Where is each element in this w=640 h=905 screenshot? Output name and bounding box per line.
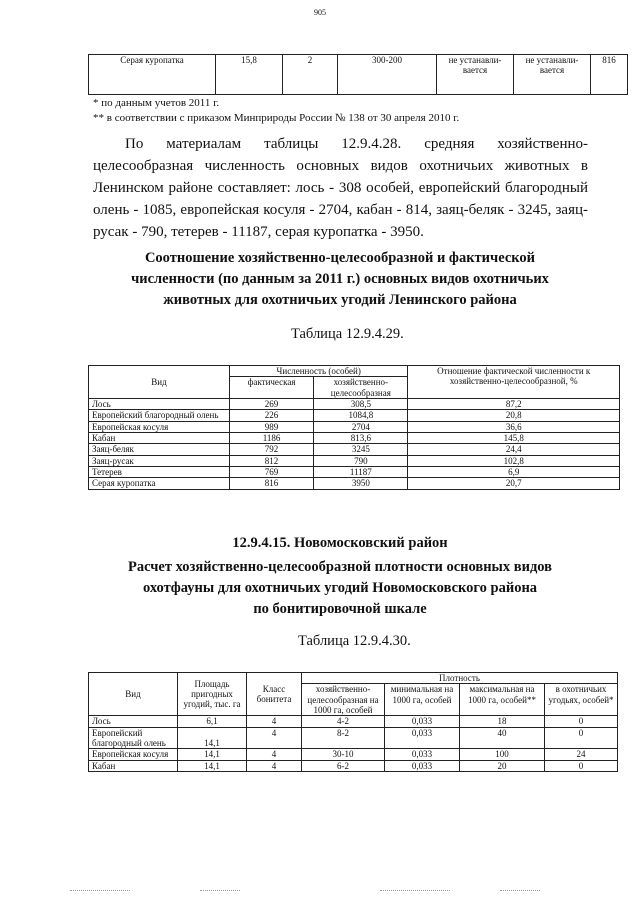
table-cell: 40 — [460, 727, 545, 749]
footnotes — [93, 96, 459, 126]
table-cell: Лось — [89, 716, 178, 727]
table-cell: 15,8 — [216, 55, 283, 95]
col-header-species: Вид — [89, 366, 230, 399]
table-cell: Заяц-беляк — [89, 444, 230, 455]
table-row — [89, 433, 620, 444]
table-header-row — [89, 673, 618, 684]
table-caption-2: Таблица 12.9.4.30. — [298, 633, 411, 649]
section-title: 12.9.4.15. Новомосковский район — [232, 535, 448, 551]
table-cell: не устанавли-вается — [514, 55, 591, 95]
table-row — [89, 467, 620, 478]
table-cell: 792 — [229, 444, 313, 455]
table-cell: 4 — [247, 716, 302, 727]
table-cell: 0 — [545, 760, 618, 771]
col-header-density: Плотность — [302, 673, 618, 684]
ratio-table — [88, 365, 620, 490]
table-cell: 20,7 — [408, 478, 620, 489]
table-cell: 0,033 — [385, 727, 460, 749]
divider — [70, 890, 130, 891]
table-cell: 308,5 — [314, 399, 408, 410]
divider — [500, 890, 540, 891]
table-cell: 0 — [545, 727, 618, 749]
table-cell: Европейский благородный олень — [89, 410, 230, 421]
table-cell: 269 — [229, 399, 313, 410]
table-cell: 3245 — [314, 444, 408, 455]
table-cell: Лось — [89, 399, 230, 410]
table-cell: 1084,8 — [314, 410, 408, 421]
table-cell: 816 — [229, 478, 313, 489]
col-header-actual: фактическая — [229, 377, 313, 399]
table-row — [89, 399, 620, 410]
table-heading-2 — [60, 557, 620, 620]
table-row — [89, 749, 618, 760]
table-cell: 14,1 — [178, 727, 247, 749]
divider — [380, 890, 450, 891]
table-cell: Европейская косуля — [89, 749, 178, 760]
table-cell: 87,2 — [408, 399, 620, 410]
table-cell: 1186 — [229, 433, 313, 444]
table-cell: 816 — [591, 55, 628, 95]
page-number: 905 — [314, 8, 326, 17]
table-cell: 769 — [229, 467, 313, 478]
table-cell: 14,1 — [178, 760, 247, 771]
table-cell: 100 — [460, 749, 545, 760]
table-heading-1 — [60, 248, 620, 311]
body-paragraph — [93, 133, 588, 243]
table-cell: 4 — [247, 749, 302, 760]
table-row — [89, 478, 620, 489]
heading-line: Расчет хозяйственно-целесообразной плотности основных видов — [127, 559, 552, 575]
table-cell: 20 — [460, 760, 545, 771]
col-header-ratio: Отношение фактической численности к хозяйственно-целесообразной, % — [408, 366, 620, 399]
heading-line: численности (по данным за 2011 г.) основных видов охотничьих — [131, 271, 549, 287]
table-cell: 226 — [229, 410, 313, 421]
heading-line: по бонитировочной шкале — [253, 601, 427, 617]
table-cell: Кабан — [89, 760, 178, 771]
table-cell: Кабан — [89, 433, 230, 444]
table-cell: 8-2 — [302, 727, 385, 749]
heading-line: Соотношение хозяйственно-целесообразной и фактической — [144, 250, 536, 266]
table-cell: 14,1 — [178, 749, 247, 760]
heading-line: охотфауны для охотничьих угодий Новомосковского района — [142, 580, 538, 596]
table-cell: 0,033 — [385, 716, 460, 727]
footnote-2: ** в соответствии с приказом Минприроды России № 138 от 30 апреля 2010 г. — [93, 112, 460, 124]
table-cell: 6,9 — [408, 467, 620, 478]
continuation-table — [88, 54, 628, 95]
col-header-max: максимальная на 1000 га, особей** — [460, 684, 545, 716]
table-cell: Серая куропатка — [89, 478, 230, 489]
table-cell: не устанавли-вается — [437, 55, 514, 95]
table-cell: 6-2 — [302, 760, 385, 771]
table-header-row — [89, 366, 620, 377]
table-row — [89, 760, 618, 771]
table-row — [89, 716, 618, 727]
table-cell: 812 — [229, 455, 313, 466]
table-caption-1: Таблица 12.9.4.29. — [291, 326, 404, 342]
table-cell: 36,6 — [408, 421, 620, 432]
table-cell: 6,1 — [178, 716, 247, 727]
table-cell: 4 — [247, 727, 302, 749]
col-header-target: хозяйственно-целесообразная на 1000 га, особей — [302, 684, 385, 716]
table-cell: 3950 — [314, 478, 408, 489]
table-cell: 4 — [247, 760, 302, 771]
table-row — [89, 455, 620, 466]
col-header-min: минимальная на 1000 га, особей — [385, 684, 460, 716]
table-cell: 813,6 — [314, 433, 408, 444]
table-cell: 300-200 — [338, 55, 437, 95]
paragraph-text: По материалам таблицы 12.9.4.28. средняя хозяйственно-целесообразная численность основных видов охотничьих животных в Ленинском районе составляет: лось - 308 особей, европейский благородный олень - 1085, европейская косуля - 2704, кабан - 814, заяц-беляк - 3245, заяц-русак - 790, тетерев - 11187, серая куропатка - 3950. — [93, 136, 588, 240]
col-header-in-grounds: в охотничьих угодьях, особей* — [545, 684, 618, 716]
table-cell: 790 — [314, 455, 408, 466]
col-header-species: Вид — [89, 673, 178, 716]
table-cell: 24 — [545, 749, 618, 760]
table-cell: 11187 — [314, 467, 408, 478]
table-cell: Европейский благородный олень — [89, 727, 178, 749]
table-cell: Серая куропатка — [89, 55, 216, 95]
table-cell: 20,8 — [408, 410, 620, 421]
table-cell: 0,033 — [385, 749, 460, 760]
divider — [200, 890, 240, 891]
table-cell: 145,8 — [408, 433, 620, 444]
table-row — [89, 421, 620, 432]
table-row — [89, 444, 620, 455]
table-cell: 4-2 — [302, 716, 385, 727]
table-row — [89, 727, 618, 749]
col-header-class: Класс бонитета — [247, 673, 302, 716]
table-cell: 0,033 — [385, 760, 460, 771]
table-cell: 989 — [229, 421, 313, 432]
table-cell: 0 — [545, 716, 618, 727]
table-cell: Европейская косуля — [89, 421, 230, 432]
table-cell: 2 — [283, 55, 338, 95]
density-table — [88, 672, 618, 772]
table-row — [89, 410, 620, 421]
table-cell: Тетерев — [89, 467, 230, 478]
table-cell: 102,8 — [408, 455, 620, 466]
table-cell: 18 — [460, 716, 545, 727]
col-header-target: хозяйственно-целесообразная — [314, 377, 408, 399]
footnote-1: * по данным учетов 2011 г. — [93, 97, 220, 109]
col-header-area: Площадь пригодных угодий, тыс. га — [178, 673, 247, 716]
col-header-count: Численность (особей) — [229, 366, 408, 377]
table-cell: 2704 — [314, 421, 408, 432]
table-cell: 24,4 — [408, 444, 620, 455]
table-row — [89, 55, 628, 95]
table-cell: Заяц-русак — [89, 455, 230, 466]
table-cell: 30-10 — [302, 749, 385, 760]
heading-line: животных для охотничьих угодий Ленинского района — [163, 292, 517, 308]
